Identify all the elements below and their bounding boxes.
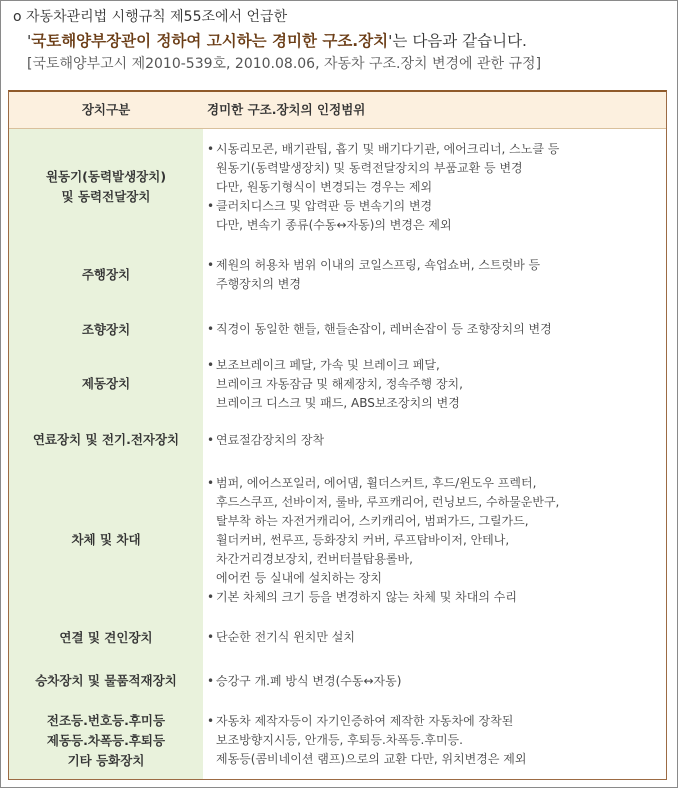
header-category: 장치구분 bbox=[81, 102, 131, 117]
scope-cell bbox=[207, 305, 658, 354]
bullet-icon: • bbox=[207, 714, 215, 728]
scope-line: 주행장치의 변경 bbox=[216, 276, 301, 291]
scope-line: 직경이 동일한 핸들, 핸들손잡이, 레버손잡이 등 조향장치의 변경 bbox=[216, 322, 552, 336]
bullet-icon: • bbox=[207, 673, 215, 688]
scope-line: 휠더커버, 썬루프, 등화장치 커버, 루프탑바이저, 안테나, bbox=[216, 532, 510, 547]
scope-item bbox=[207, 588, 658, 607]
scope-line: 보조브레이크 페달, 가속 및 브레이크 페달, bbox=[216, 357, 440, 372]
scope-item bbox=[207, 140, 658, 197]
scope-line: 기본 차체의 크기 등을 변경하지 않는 차체 및 차대의 수리 bbox=[216, 589, 517, 604]
table-row bbox=[9, 130, 666, 244]
scope-line: 제동등(콤비네이션 램프)으로의 교환 다만, 위치변경은 제외 bbox=[216, 752, 527, 766]
bullet-icon: • bbox=[207, 322, 215, 336]
category-cell: 연료장치 및 전기.전자장치 bbox=[32, 432, 180, 447]
scope-line: 범퍼, 에어스포일러, 에어댐, 휠더스커트, 후드/윈도우 프렉터, bbox=[216, 475, 537, 490]
header-scope: 경미한 구조.장치의 인정범위 bbox=[207, 102, 366, 117]
intro-quote-open: ' bbox=[27, 32, 32, 50]
scope-cell bbox=[207, 414, 658, 466]
table-row bbox=[9, 661, 666, 701]
intro-citation: [국토해양부고시 제2010-539호, 2010.08.06, 자동차 구조.장치 변경에 관한 규정] bbox=[27, 56, 542, 72]
table-row bbox=[9, 305, 666, 354]
scope-line: 연료절감장치의 장착 bbox=[216, 432, 325, 447]
bullet-icon: • bbox=[207, 475, 215, 490]
scope-cell bbox=[207, 130, 658, 244]
scope-line: 다만, 원동기형식이 변경되는 경우는 제외 bbox=[216, 179, 433, 194]
scope-line: 브레이크 자동잠금 및 해제장치, 정속주행 장치, bbox=[216, 376, 463, 391]
table-row bbox=[9, 614, 666, 661]
scope-line: 제원의 허용차 범위 이내의 코일스프링, 쇽업쇼버, 스트럿바 등 bbox=[216, 257, 541, 272]
scope-cell bbox=[207, 354, 658, 414]
scope-item bbox=[207, 712, 658, 769]
scope-line: 보조방향지시등, 안개등, 후퇴등.차폭등.후미등. bbox=[216, 733, 463, 747]
scope-line: 브레이크 디스크 및 패드, ABS보조장치의 변경 bbox=[216, 395, 460, 410]
scope-item bbox=[207, 356, 658, 413]
bullet-icon: • bbox=[207, 198, 215, 213]
scope-line: 후드스쿠프, 선바이저, 룰바, 루프캐리어, 런닝보드, 수하물운반구, bbox=[216, 494, 560, 509]
scope-item bbox=[207, 197, 658, 235]
bullet-icon: • bbox=[207, 257, 215, 272]
regulation-table bbox=[8, 90, 667, 780]
scope-item bbox=[207, 474, 658, 588]
intro-line-2 bbox=[13, 29, 541, 53]
scope-item bbox=[207, 628, 658, 647]
category-cell: 차체 및 차대 bbox=[71, 532, 141, 547]
intro-highlight: 국토해양부장관이 정하여 고시하는 경미한 구조.장치 bbox=[31, 32, 389, 50]
scope-item bbox=[207, 320, 658, 339]
table-row bbox=[9, 466, 666, 614]
scope-line: 승강구 개.폐 방식 변경(수동↔자동) bbox=[216, 673, 402, 688]
scope-cell bbox=[207, 244, 658, 305]
scope-cell bbox=[207, 661, 658, 701]
table-row bbox=[9, 244, 666, 305]
category-cell: 승차장치 및 물품적재장치 bbox=[35, 673, 177, 688]
category-cell: 조향장치 bbox=[81, 321, 131, 337]
intro-block bbox=[13, 5, 541, 75]
scope-line: 클러치디스크 및 압력판 등 변속기의 변경 bbox=[216, 198, 433, 213]
scope-item bbox=[207, 672, 658, 691]
intro-line-1: o 자동차관리법 시행규칙 제55조에서 언급한 bbox=[13, 9, 288, 25]
scope-line: 원동기(동력발생장치) 및 동력전달장치의 부품교환 등 변경 bbox=[216, 160, 523, 175]
scope-line: 에어컨 등 실내에 설치하는 장치 bbox=[216, 570, 382, 585]
scope-line: 다만, 변속기 종류(수동↔자동)의 변경은 제외 bbox=[216, 217, 452, 232]
scope-item bbox=[207, 431, 658, 450]
bullet-icon: • bbox=[207, 357, 215, 372]
scope-cell bbox=[207, 701, 658, 780]
scope-line: 차간거리경보장치, 컨버터블탑용롤바, bbox=[216, 551, 413, 566]
bullet-icon: • bbox=[207, 630, 215, 644]
table-row bbox=[9, 414, 666, 466]
table-header bbox=[9, 92, 666, 129]
scope-line: 탈부착 하는 자전거캐리어, 스키캐리어, 범퍼가드, 그릴가드, bbox=[216, 513, 529, 528]
category-cell: 원동기(동력발생장치) 및 동력전달장치 bbox=[45, 169, 167, 204]
category-cell: 제동장치 bbox=[81, 376, 131, 391]
scope-line: 단순한 전기식 윈치만 설치 bbox=[216, 630, 355, 644]
bullet-icon: • bbox=[207, 141, 215, 156]
table-row bbox=[9, 354, 666, 414]
table-row bbox=[9, 701, 666, 780]
category-cell: 주행장치 bbox=[81, 266, 131, 282]
scope-item bbox=[207, 256, 658, 294]
intro-line-2-rest: '는 다음과 같습니다. bbox=[388, 32, 527, 50]
scope-line: 시동리모콘, 배기관팁, 흡기 및 배기다기관, 에어크리너, 스노클 등 bbox=[216, 141, 560, 156]
category-cell: 전조등.번호등.후미등 제동등.차폭등.후퇴등 기타 등화장치 bbox=[46, 712, 166, 768]
scope-cell bbox=[207, 614, 658, 661]
scope-line: 자동차 제작자등이 자기인증하여 제작한 자동차에 장착된 bbox=[216, 714, 514, 728]
bullet-icon: • bbox=[207, 432, 215, 447]
bullet-icon: • bbox=[207, 589, 215, 604]
category-cell: 연결 및 견인장치 bbox=[59, 629, 153, 645]
scope-cell bbox=[207, 466, 658, 614]
